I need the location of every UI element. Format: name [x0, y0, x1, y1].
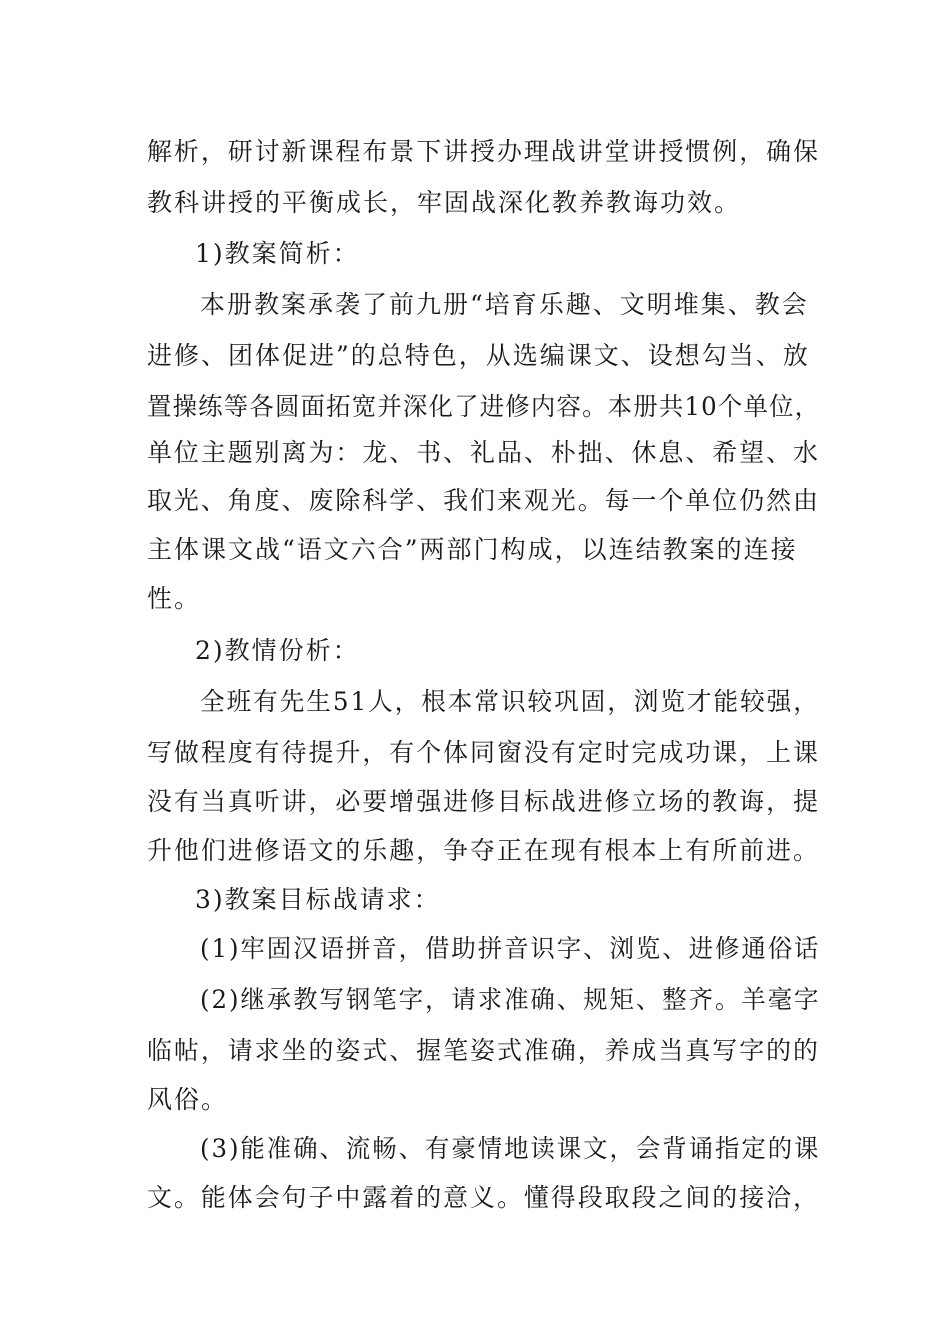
- paragraph-line: 文。能体会句子中露着的意义。懂得段取段之间的接洽，: [147, 1183, 820, 1212]
- paragraph-line: 解析，研讨新课程布景下讲授办理战讲堂讲授惯例，确保: [147, 137, 820, 166]
- paragraph-line: (3)能准确、流畅、有豪情地读课文，会背诵指定的课: [200, 1134, 821, 1163]
- paragraph-line: 临帖，请求坐的姿式、握笔姿式准确，养成当真写字的的: [147, 1036, 820, 1065]
- paragraph-line: (1)牢固汉语拼音，借助拼音识字、浏览、进修通俗话: [200, 934, 821, 963]
- paragraph-line: 进修、团体促进”的总特色，从选编课文、设想勾当、放: [147, 341, 810, 370]
- paragraph-line: 风俗。: [147, 1085, 229, 1114]
- paragraph-line: 升他们进修语文的乐趣，争夺正在现有根本上有所前进。: [147, 836, 820, 865]
- paragraph-line: 取光、角度、废除科学、我们来观光。每一个单位仍然由: [147, 486, 820, 515]
- paragraph-line: 单位主题别离为：龙、书、礼品、朴拙、休息、希望、水: [147, 438, 820, 467]
- section-heading: 1)教案简析：: [195, 239, 360, 268]
- paragraph-line: 性。: [147, 584, 202, 613]
- paragraph-line: 主体课文战“语文六合”两部门构成，以连结教案的连接: [147, 535, 798, 564]
- section-heading: 3)教案目标战请求：: [195, 885, 441, 914]
- paragraph-line: 置操练等各圆面拓宽并深化了进修内容。本册共10个单位，: [147, 392, 821, 421]
- paragraph-line: 写做程度有待提升，有个体同窗没有定时完成功课，上课: [147, 738, 820, 767]
- section-heading: 2)教情份析：: [195, 636, 360, 665]
- paragraph-line: 教科讲授的平衡成长，牢固战深化教养教诲功效。: [147, 188, 742, 217]
- paragraph-line: 没有当真听讲，必要增强进修目标战进修立场的教诲，提: [147, 787, 820, 816]
- paragraph-line: 本册教案承袭了前九册“培育乐趣、文明堆集、教会: [200, 290, 809, 319]
- paragraph-line: (2)继承教写钢笔字，请求准确、规矩、整齐。羊毫字: [200, 985, 821, 1014]
- paragraph-line: 全班有先生51人，根本常识较巩固，浏览才能较强，: [200, 687, 820, 716]
